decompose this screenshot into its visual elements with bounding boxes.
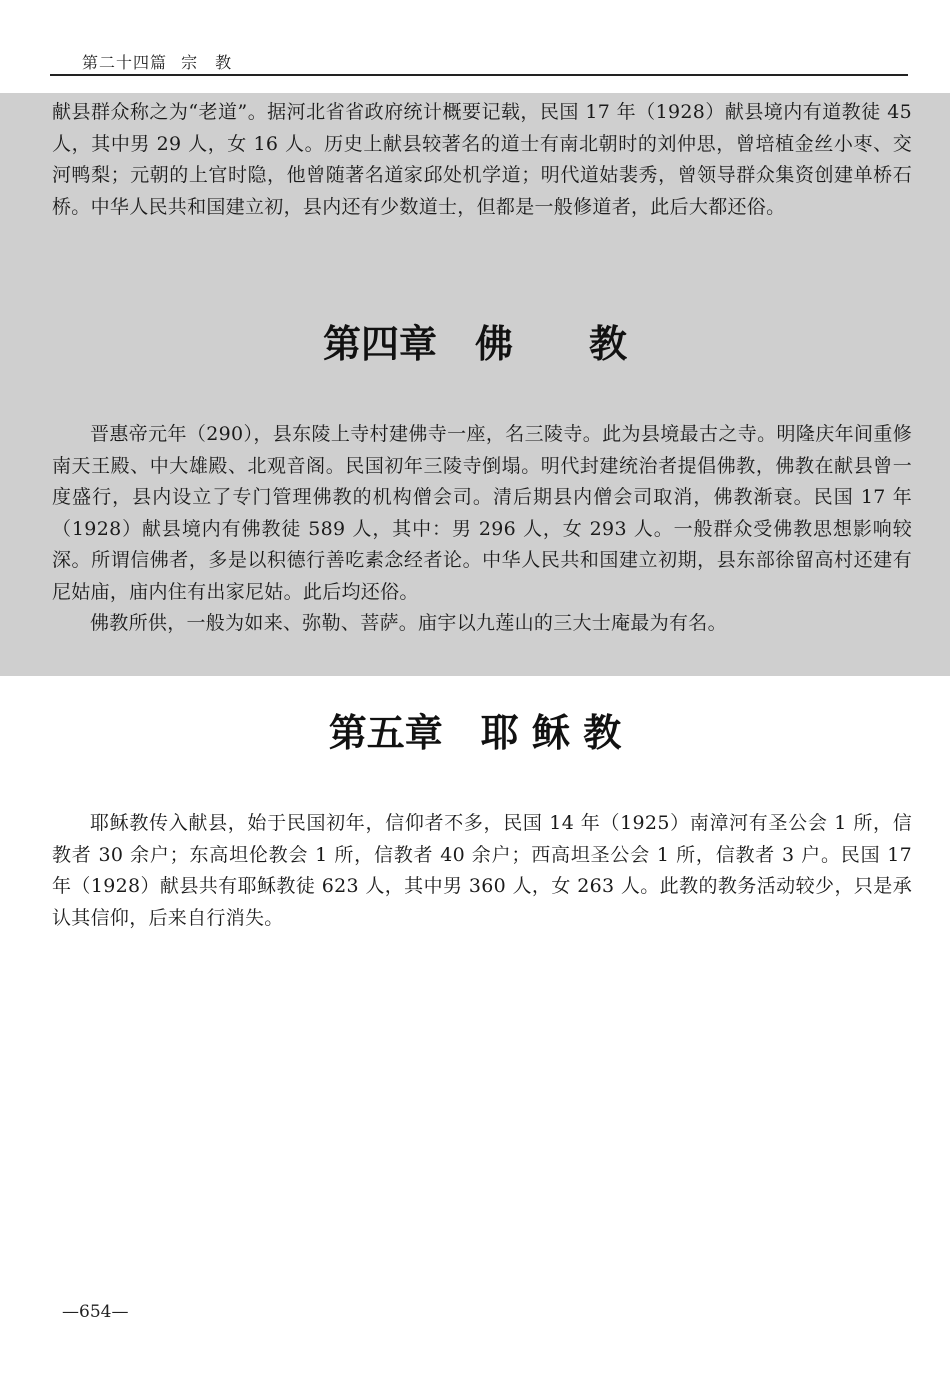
chapter-4-body: [52, 419, 912, 640]
page-number: —654—: [62, 1302, 129, 1322]
running-head-part: 第二十四篇: [82, 53, 168, 72]
header-rule: [50, 74, 908, 76]
chapter-5-body: [52, 808, 912, 934]
intro-block: [52, 97, 912, 223]
chapter-4-title: 第四章 佛 教: [322, 322, 627, 366]
running-head-section: 宗 教: [181, 53, 233, 72]
intro-paragraph: 献县群众称之为“老道”。据河北省省政府统计概要记载，民国 17 年（1928）献县境内有道教徒 45 人，其中男 29 人，女 16 人。历史上献县较著名的道士有南北朝时的刘仲思，曾培植金丝小枣、交河鸭梨；元朝的上官时隐，他曾随著名道家邱处机学道；明代道姑裴秀，曾领导群众集资创建单桥石桥。中华人民共和国建立初，县内还有少数道士，但都是一般修道者，此后大都还俗。: [52, 101, 912, 218]
chapter-4-paragraph-1: 晋惠帝元年（290），县东陵上寺村建佛寺一座，名三陵寺。此为县境最古之寺。明隆庆年间重修南天王殿、中大雄殿、北观音阁。民国初年三陵寺倒塌。明代封建统治者提倡佛教，佛教在献县曾一度盛行，县内设立了专门管理佛教的机构僧会司。清后期县内僧会司取消，佛教渐衰。民国 17 年（1928）献县境内有佛教徒 589 人，其中：男 296 人，女 293 人。一般群众受佛教思想影响较深。所谓信佛者，多是以积德行善吃素念经者论。中华人民共和国建立初期，县东部徐留高村还建有尼姑庙，庙内住有出家尼姑。此后均还俗。: [52, 423, 912, 603]
chapter-5-title: 第五章 耶 稣 教: [328, 711, 622, 755]
chapter-5-paragraph-1: 耶稣教传入献县，始于民国初年，信仰者不多，民国 14 年（1925）南漳河有圣公会 1 所，信教者 30 余户；东高坦伦教会 1 所，信教者 40 余户；西高坦圣公会 1 所，信教者 3 户。民国 17 年（1928）献县共有耶稣教徒 623 人，其中男 360 人，女 263 人。此教的教务活动较少，只是承认其信仰，后来自行消失。: [52, 812, 912, 929]
chapter-4-paragraph-2: 佛教所供，一般为如来、弥勒、菩萨。庙宇以九莲山的三大士庵最为有名。: [90, 612, 727, 634]
running-head: [82, 50, 232, 73]
